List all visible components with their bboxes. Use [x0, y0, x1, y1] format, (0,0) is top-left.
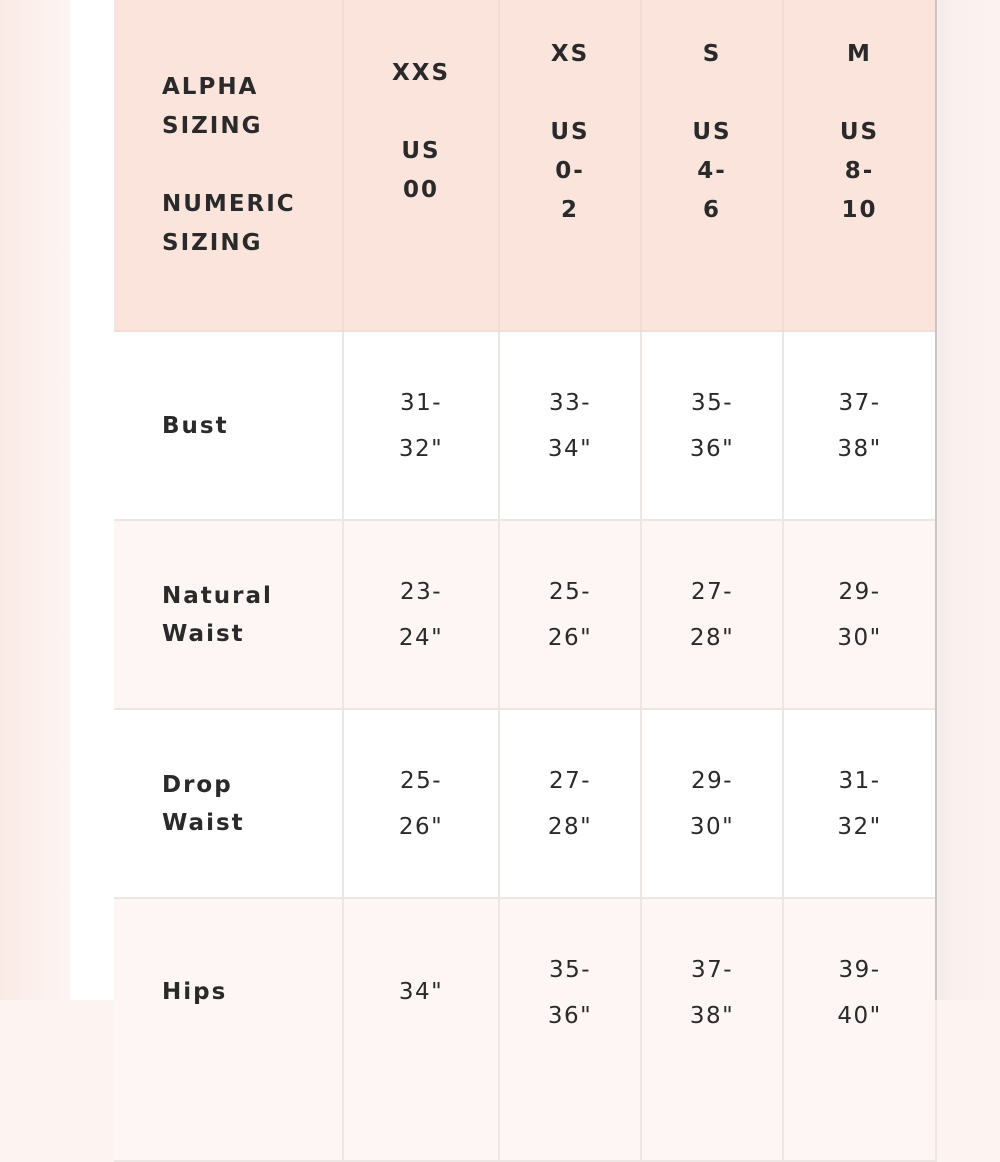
alpha-sizing-label	[162, 68, 342, 146]
table-cell: 27- 28"	[641, 520, 783, 709]
table-cell: 23- 24"	[343, 520, 499, 709]
numeric-size-line: US	[839, 119, 880, 145]
numeric-size-line: 00	[402, 177, 439, 203]
numeric-size-line: 4-	[697, 158, 727, 184]
table-cell: 33- 34"	[499, 331, 641, 520]
table-row-drop-waist	[114, 709, 936, 898]
table-cell: 29- 30"	[783, 520, 936, 709]
scrollbar-edge	[935, 0, 937, 1000]
numeric-label-line2: SIZING	[162, 229, 263, 256]
row-label: Drop Waist	[114, 709, 343, 898]
sizing-label-cell	[114, 0, 343, 331]
alpha-size: M	[847, 41, 872, 67]
size-chart-table	[114, 0, 937, 1162]
alpha-size: XS	[550, 41, 590, 67]
table-cell: 37- 38"	[783, 331, 936, 520]
table-cell: 29- 30"	[641, 709, 783, 898]
table-cell: 34"	[343, 898, 499, 1161]
right-background	[938, 0, 1000, 1000]
row-label: Natural Waist	[114, 520, 343, 709]
row-label: Hips	[114, 898, 343, 1161]
alpha-size: XXS	[391, 60, 451, 86]
alpha-label-line1: ALPHA	[162, 73, 259, 100]
row-label: Bust	[114, 331, 343, 520]
numeric-size-line: US	[692, 119, 732, 145]
numeric-size-line: 10	[841, 197, 878, 223]
table-row-natural-waist	[114, 520, 936, 709]
alpha-label-line2: SIZING	[162, 112, 263, 139]
table-cell: 31- 32"	[343, 331, 499, 520]
table-cell: 35- 36"	[641, 331, 783, 520]
left-background	[0, 0, 70, 1000]
numeric-size-line: 2	[560, 197, 579, 223]
table-cell: 25- 26"	[343, 709, 499, 898]
table-cell: 31- 32"	[783, 709, 936, 898]
numeric-size-line: 8-	[844, 158, 875, 184]
table-row-bust	[114, 331, 936, 520]
table-cell: 27- 28"	[499, 709, 641, 898]
size-header-m	[783, 0, 936, 331]
numeric-size-line: US	[550, 119, 590, 145]
size-chart	[114, 0, 936, 1029]
numeric-size-line: 0-	[555, 158, 585, 184]
table-cell: 39- 40"	[783, 898, 936, 1161]
table-cell: 37- 38"	[641, 898, 783, 1161]
numeric-sizing-label	[162, 185, 342, 263]
table-row-hips	[114, 898, 936, 1161]
numeric-size-line: 6	[702, 197, 721, 223]
size-header-xs	[499, 0, 641, 331]
numeric-label-line1: NUMERIC	[162, 190, 296, 217]
header-row	[114, 0, 936, 331]
table-cell: 25- 26"	[499, 520, 641, 709]
size-header-xxs	[343, 0, 499, 331]
left-margin-strip	[70, 0, 114, 1000]
size-header-s	[641, 0, 783, 331]
table-cell: 35- 36"	[499, 898, 641, 1161]
alpha-size: S	[702, 41, 722, 67]
numeric-size-line: US	[401, 138, 441, 164]
